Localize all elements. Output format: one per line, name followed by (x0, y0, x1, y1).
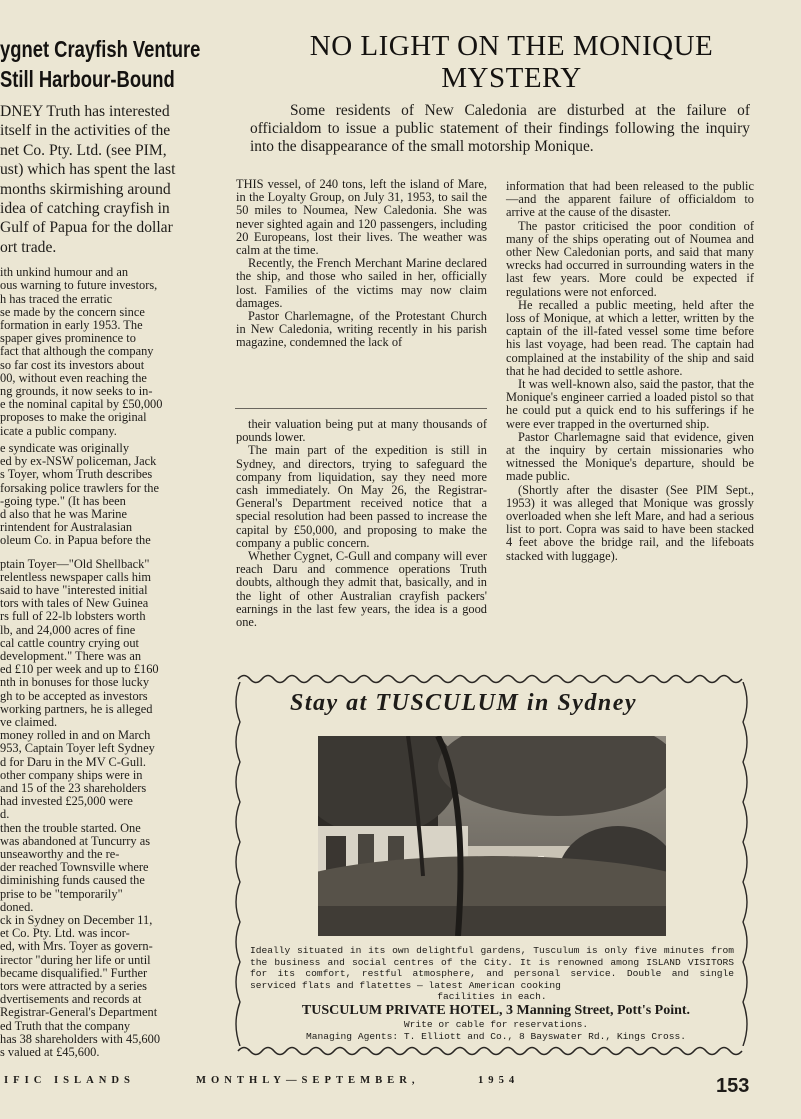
left-text-line: e syndicate was originally (0, 440, 130, 455)
left-text-line: e the nominal capital by £50,000 (0, 397, 163, 412)
article-column-1 (236, 178, 487, 350)
left-text-line: tors were attracted by a series (0, 979, 147, 994)
left-text-line: ust) which has spent the last (0, 161, 176, 179)
left-text-line: and 15 of the 23 shareholders (0, 780, 147, 795)
footer-issue: MONTHLY—SEPTEMBER, (196, 1075, 420, 1086)
left-text-line: dvertisements and records at (0, 992, 142, 1007)
left-text-line: irector "during her life or until (0, 952, 151, 967)
left-text-line: had invested £25,000 were (0, 794, 133, 809)
advert-body (250, 945, 734, 1003)
article-paragraph: Pastor Charlemagne said that evidence, given at the inquiry by certain missionaries who witnessed the Monique's departure, should be made public. (506, 429, 754, 484)
article-paragraph: Recently, the French Merchant Marine declared the ship, and those who sailed in her, officially lost. Families of the victims may now claim damages. (236, 256, 487, 310)
left-text-line: s valued at £45,600. (0, 1045, 100, 1060)
column-divider (235, 408, 487, 409)
left-text-line: d. (0, 807, 10, 822)
article-paragraph: THIS vessel, of 240 tons, left the island of Mare, in the Loyalty Group, on July 31, 1953, to sail the 50 miles to Noumea, New Caledonia. She was never sighted again and 120 passengers, including 20 Europeans, lost their lives. The weather was calm at the time. (236, 177, 487, 258)
left-text-line: cal cattle country crying out (0, 635, 139, 650)
left-text-line: months skirmishing around (0, 180, 171, 198)
article-paragraph: Whether Cygnet, C-Gull and company will ever reach Daru and commence operations Truth doubts, although they admit that, basically, and in the light of other Australian crayfish packers' earnings in the last few years, the idea is a good one. (236, 549, 487, 630)
left-text-line: so far cost its investors about (0, 357, 145, 372)
hotel-name-address: TUSCULUM PRIVATE HOTEL, 3 Manning Street, Pott's Point. (301, 1003, 691, 1018)
wave-border-top (238, 672, 746, 686)
footer-year: 1954 (478, 1075, 520, 1086)
managing-agents-line: Managing Agents: T. Elliott and Co., 8 Bayswater Rd., Kings Cross. (306, 1030, 686, 1042)
left-text-line: fact that although the company (0, 344, 154, 359)
left-text-line: d for Daru in the MV C-Gull. (0, 754, 147, 769)
left-text-line: other company ships were in (0, 767, 143, 782)
left-headline-line: ygnet Crayfish Venture (0, 36, 201, 62)
left-text-line: 953, Captain Toyer left Sydney (0, 741, 155, 756)
left-text-line: se made by the concern since (0, 304, 145, 319)
left-text-line: ith unkind humour and an (0, 265, 129, 280)
advert-description-end: facilities in each. (437, 991, 547, 1003)
left-text-line: icate a public company. (0, 423, 117, 438)
left-text-line: ed, with Mrs. Toyer as govern- (0, 939, 153, 954)
left-text-line: ort trade. (0, 238, 57, 256)
left-text-line: relentless newspaper calls him (0, 569, 152, 584)
left-text-line: s Toyer, whom Truth describes (0, 467, 153, 482)
left-text-line: tors with tales of New Guinea (0, 596, 149, 611)
article-column-1-continued (236, 418, 487, 629)
article-paragraph: He recalled a public meeting, held after the loss of Monique, at which a letter, written by the captain of the ill-fated vessel some time before his last voyage, had been read. The captain had complained at the instability of the ship and said that he had decided to settle ashore. (506, 297, 754, 378)
reservation-line: Write or cable for reservations. (403, 1019, 589, 1030)
left-text-line: formation in early 1953. The (0, 318, 143, 333)
left-text-line: was abandoned at Tuncurry as (0, 833, 151, 848)
intro-text: Some residents of New Caledonia are disturbed at the failure of officialdom to issue a public statement of their findings following the inquiry into the disappearance of the small motorship Monique. (250, 102, 750, 155)
advert-contact (256, 1019, 736, 1042)
left-text-line: Gulf of Papua for the dollar (0, 219, 173, 237)
main-title (230, 30, 793, 94)
left-headline (0, 34, 216, 94)
left-text-line: oleum Co. in Papua before the (0, 533, 151, 548)
left-text-line: net Co. Pty. Ltd. (see PIM, (0, 141, 167, 159)
left-text-line: has 38 shareholders with 45,600 (0, 1031, 161, 1046)
left-paragraph (0, 558, 216, 1060)
left-text-line: working partners, he is alleged (0, 701, 153, 716)
wave-border-bottom (238, 1044, 746, 1058)
left-text-line: ng grounds, it now seeks to in- (0, 384, 153, 399)
intro-paragraph (250, 102, 750, 156)
left-text-line: 00, without even reaching the (0, 370, 147, 385)
left-text-line: ck in Sydney on December 11, (0, 913, 153, 927)
advert-headline: Stay at TUSCULUM in Sydney (290, 690, 638, 716)
left-text-line: lb, and 24,000 acres of fine (0, 622, 136, 637)
left-paragraph (0, 266, 216, 438)
left-text-line: said to have "interested initial (0, 582, 148, 597)
left-text-line (0, 1059, 216, 1060)
left-text-line: gh to be accepted as investors (0, 688, 148, 703)
left-text-line: became disqualified." Further (0, 965, 148, 980)
left-text-line: ed £10 per week and up to £160 (0, 662, 159, 677)
left-paragraph (0, 442, 216, 548)
left-text-line: rs full of 22-lb lobsters worth (0, 609, 146, 624)
left-text-line: money rolled in and on March (0, 728, 151, 743)
article-paragraph: their valuation being put at many thousands of pounds lower. (236, 417, 487, 445)
article-column-2 (506, 180, 754, 563)
left-text-line: then the trouble started. One (0, 820, 141, 835)
article-paragraph: (Shortly after the disaster (See PIM Sept., 1953) it was alleged that Monique was grossly overloaded when she left Mare, and had a serious list to port. Copra was said to have been stacked 4 feet above the bridge rail, and the lifeboats stacked with luggage). (506, 482, 754, 563)
bracket-border-right (741, 682, 753, 1046)
left-text-line: idea of catching crayfish in (0, 200, 170, 218)
article-paragraph: The main part of the expedition is still in Sydney, and directors, trying to safeguard the company from liquidation, say they need more cash immediately. On May 26, the Registrar-General's Department received notice that a special resolution had been passed to increase the capital by £50,000, and proposing to make the company a public concern. (236, 443, 487, 550)
main-title-line: MYSTERY (441, 62, 582, 94)
tusculum-photo (318, 736, 666, 936)
left-text-line: proposes to make the original (0, 410, 147, 425)
left-headline-line: Still Harbour-Bound (0, 66, 175, 92)
left-text-line: et Co. Pty. Ltd. was incor- (0, 926, 130, 941)
left-text-line: doned. (0, 899, 34, 914)
left-text-line: ous warning to future investors, (0, 278, 158, 293)
article-paragraph: Pastor Charlemagne, of the Protestant Church in New Caledonia, writing recently in his parish magazine, condemned the lack of (236, 309, 487, 350)
left-text-line: d also that he was Marine (0, 506, 127, 521)
left-text-line: der reached Townsville where (0, 860, 149, 875)
left-text-line: ed by ex-NSW policeman, Jack (0, 454, 157, 469)
left-text-line: ptain Toyer—"Old Shellback" (0, 556, 150, 571)
left-lead (0, 102, 216, 257)
main-title-line: NO LIGHT ON THE MONIQUE (309, 30, 714, 62)
left-text-line: ve claimed. (0, 714, 58, 729)
article-paragraph: The pastor criticised the poor condition of many of the ships operating out of Noumea and other New Caledonian ports, and said that many wrecks had occurred in surrounding waters in the last few years. More could be expected if regulations were not enforced. (506, 218, 754, 299)
left-text-line: -going type." (It has been (0, 493, 126, 508)
left-text-line: forsaking police trawlers for the (0, 480, 159, 495)
article-paragraph: information that had been released to the public—and the apparent failure of officialdom to arrive at the cause of the disaster. (506, 179, 754, 220)
advert-description: Ideally situated in its own delightful gardens, Tusculum is only five minutes from the business and social centres of the City. It is renowned among ISLAND VISITORS for its comfort, restful atmosphere, and personal service. Double and single serviced flats and flatettes — latest American cooking (250, 945, 734, 991)
left-text-line: unseaworthy and the re- (0, 846, 120, 861)
left-text-line: itself in the activities of the (0, 122, 171, 140)
page-number: 153 (716, 1075, 750, 1097)
left-article (0, 30, 216, 1060)
house-garden-photo (318, 736, 666, 936)
footer-publication: IFIC ISLANDS (4, 1075, 135, 1086)
left-text-line: ed Truth that the company (0, 1018, 131, 1033)
left-text-line: spaper gives prominence to (0, 331, 136, 346)
left-text-line: rintendent for Australasian (0, 520, 133, 535)
left-text-line: h has traced the erratic (0, 291, 113, 306)
left-text-line: DNEY Truth has interested (0, 103, 170, 120)
left-text-line: prise to be "temporarily" (0, 886, 123, 901)
bracket-border-left (230, 682, 242, 1046)
left-text-line: Registrar-General's Department (0, 1005, 158, 1020)
article-paragraph: It was well-known also, said the pastor, that the Monique's engineer carried a loaded pistol so that he could put a quick end to his sufferings if he were ever trapped in the overturned ship. (506, 377, 754, 431)
left-text-line: development." There was an (0, 648, 142, 663)
left-text-line: nth in bonuses for those lucky (0, 675, 150, 690)
left-text-line: diminishing funds caused the (0, 873, 145, 888)
page-footer (0, 1071, 801, 1097)
